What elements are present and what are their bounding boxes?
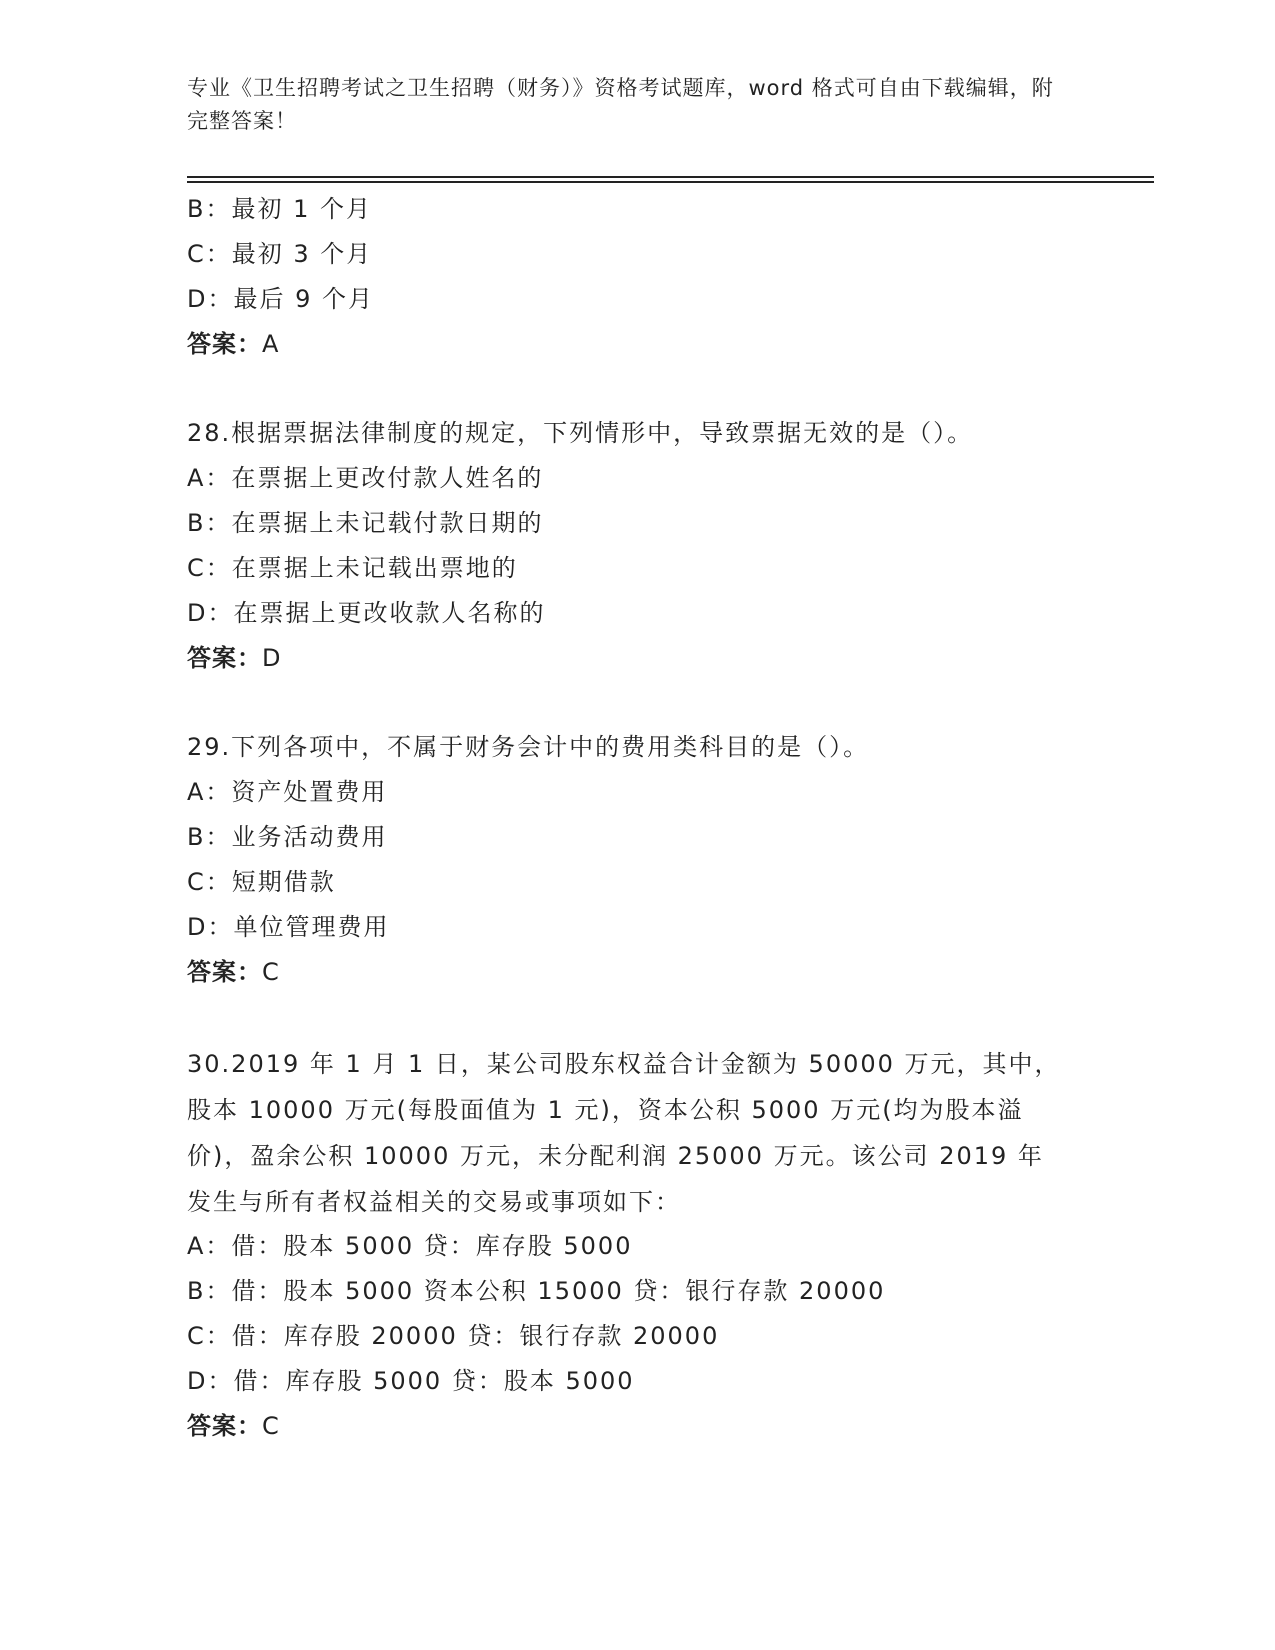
q29-option-c: C：短期借款 <box>187 868 336 896</box>
q28-answer-label: 答案： <box>187 644 262 672</box>
q27-option-b: B：最初 1 个月 <box>187 195 372 223</box>
q27-option-c: C：最初 3 个月 <box>187 240 373 268</box>
q29-option-d: D：单位管理费用 <box>187 913 390 941</box>
q28-answer-value: D <box>262 644 282 672</box>
q28-option-b: B：在票据上未记载付款日期的 <box>187 509 544 537</box>
q27-answer <box>187 329 279 359</box>
q30-answer-label: 答案： <box>187 1412 262 1440</box>
q28-question: 28.根据票据法律制度的规定，下列情形中，导致票据无效的是（）。 <box>187 419 974 447</box>
q28-answer <box>187 643 281 673</box>
q30-option-d: D：借：库存股 5000 贷：股本 5000 <box>187 1367 635 1395</box>
document-header: 专业《卫生招聘考试之卫生招聘（财务）》资格考试题库，word 格式可自由下载编辑，附完整答案！ <box>187 76 1054 133</box>
q30-answer <box>187 1411 280 1441</box>
q29-question: 29.下列各项中，不属于财务会计中的费用类科目的是（）。 <box>187 733 870 761</box>
q29-option-a: A：资产处置费用 <box>187 778 388 806</box>
q29-answer <box>187 957 280 987</box>
q27-option-d: D：最后 9 个月 <box>187 285 375 313</box>
q29-answer-label: 答案： <box>187 958 262 986</box>
header-rule-bottom <box>187 181 1154 183</box>
q27-answer-value: A <box>262 330 280 358</box>
q28-option-a: A：在票据上更改付款人姓名的 <box>187 464 544 492</box>
q28-option-d: D：在票据上更改收款人名称的 <box>187 599 546 627</box>
q30-option-a: A：借：股本 5000 贷：库存股 5000 <box>187 1232 633 1260</box>
q29-answer-value: C <box>262 958 280 986</box>
q30-option-b: B：借：股本 5000 资本公积 15000 贷：银行存款 20000 <box>187 1277 886 1305</box>
q30-answer-value: C <box>262 1412 280 1440</box>
q30-question: 30.2019 年 1 月 1 日，某公司股东权益合计金额为 50000 万元，其中，股本 10000 万元(每股面值为 1 元)，资本公积 5000 万元(均为股本溢价)，盈余公积 10000 万元，未分配利润 25000 万元。该公司 2019 年发生与所有者权益相关的交易或事项如下： <box>187 1050 1061 1216</box>
header-rule-top <box>187 176 1154 178</box>
q28-option-c: C：在票据上未记载出票地的 <box>187 554 518 582</box>
q27-answer-label: 答案： <box>187 330 262 358</box>
q30-option-c: C：借：库存股 20000 贷：银行存款 20000 <box>187 1322 720 1350</box>
q29-option-b: B：业务活动费用 <box>187 823 388 851</box>
